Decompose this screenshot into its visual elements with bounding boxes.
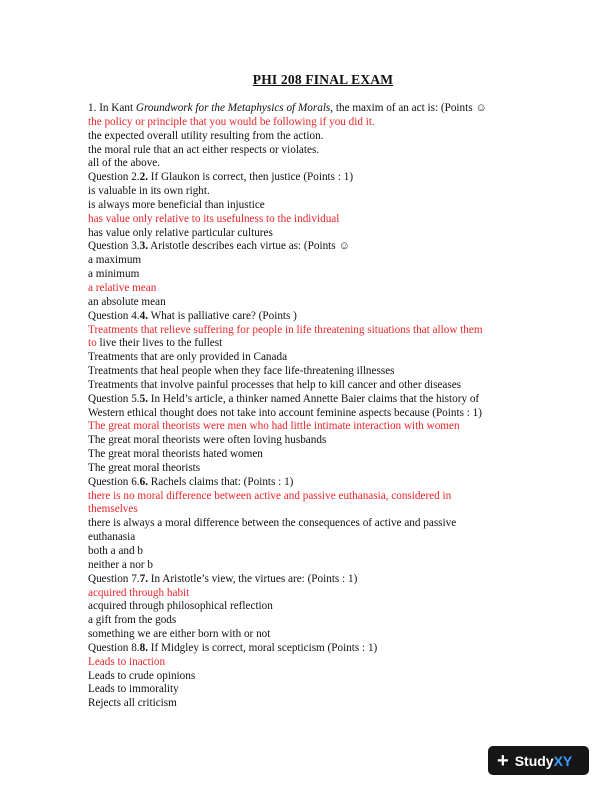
question-text: , the maxim of an act is: (Points ☺ (330, 102, 487, 114)
question-number: 7. (139, 572, 148, 585)
plus-icon: + (497, 749, 509, 772)
question-line (88, 310, 528, 324)
exam-page (88, 72, 528, 711)
page-title: PHI 208 FINAL EXAM (252, 72, 394, 87)
question-line (88, 393, 528, 407)
question-prefix: Question 5. (88, 392, 140, 405)
answer-option-correct: acquired through habit (88, 586, 190, 599)
question-line (88, 642, 528, 656)
question-number: 3. (139, 240, 148, 253)
answer-option-correct: to (88, 337, 97, 350)
question-text: What is palliative care? (Points ) (147, 309, 297, 322)
question-prefix: Question 4. (88, 309, 140, 322)
question-number: 4. (139, 309, 148, 322)
question-prefix: Question 6. (88, 475, 140, 488)
answer-option: is always more beneficial than injustice (88, 198, 265, 211)
question-book-title: Groundwork for the Metaphysics of Morals (135, 102, 331, 114)
answer-option-correct: the policy or principle that you would be following if you did it. (88, 115, 375, 128)
question-line (88, 573, 528, 587)
answer-option-correct: themselves (88, 503, 138, 516)
answer-option: an absolute mean (88, 295, 166, 308)
answer-option: The great moral theorists hated women (88, 448, 263, 461)
question-text: In Aristotle’s view, the virtues are: (Points : 1) (147, 572, 358, 585)
question-text-cont: Western ethical thought does not take into account feminine aspects because (Points : 1) (88, 406, 482, 419)
answer-option: something we are either born with or not (88, 628, 271, 641)
question-line (88, 102, 528, 116)
answer-option: the expected overall utility resulting from the action. (88, 129, 324, 142)
question-text: Aristotle describes each virtue as: (Points ☺ (147, 240, 350, 253)
answer-option: The great moral theorists were often loving husbands (88, 434, 327, 447)
answer-option: The great moral theorists (88, 461, 201, 474)
answer-option: both a and b (88, 545, 143, 557)
answer-option-correct: Leads to inaction (88, 655, 166, 668)
answer-option: neither a nor b (88, 558, 153, 571)
question-prefix: Question 3. (88, 240, 140, 253)
answer-option: Rejects all criticism (88, 697, 177, 710)
question-line (88, 240, 528, 254)
question-number: 6. (139, 475, 148, 488)
answer-option: Treatments that involve painful processes that help to kill cancer and other diseases (88, 378, 462, 391)
answer-option: has value only relative particular cultures (88, 226, 273, 239)
answer-option: Treatments that are only provided in Canada (88, 351, 288, 364)
answer-option-correct: The great moral theorists were men who had little intimate interaction with women (88, 420, 460, 433)
answer-option-cont (88, 337, 528, 351)
answer-option-correct: has value only relative to its usefulness to the individual (88, 212, 340, 225)
answer-option-correct: Treatments that relieve suffering for people in life threatening situations that allow them (88, 323, 483, 336)
answer-option: Leads to immorality (88, 683, 179, 696)
question-number: 5. (139, 392, 148, 405)
answer-option: all of the above. (88, 157, 161, 170)
answer-option-text: live their lives to the fullest (96, 337, 223, 350)
answer-option: acquired through philosophical reflection (88, 600, 273, 613)
answer-option: Treatments that heal people when they face life-threatening illnesses (88, 365, 395, 378)
question-text: Rachels claims that: (Points : 1) (147, 475, 294, 488)
answer-option: there is always a moral difference between the consequences of active and passive (88, 517, 457, 530)
question-number: 8. (139, 641, 148, 654)
logo-text-study: Study (514, 752, 554, 769)
answer-option: is valuable in its own right. (88, 185, 210, 198)
question-prefix: Question 2. (88, 171, 140, 184)
question-text: If Midgley is correct, moral scepticism (Points : 1) (147, 641, 378, 654)
question-line (88, 171, 528, 185)
studyxy-logo[interactable] (488, 746, 589, 775)
answer-option: a gift from the gods (88, 614, 177, 627)
answer-option-correct: a relative mean (88, 281, 157, 294)
answer-option: a minimum (88, 268, 140, 281)
logo-text-xy: XY (553, 752, 573, 769)
question-text: 1. In Kant (88, 102, 136, 114)
answer-option: the moral rule that an act either respects or violates. (88, 143, 320, 156)
question-prefix: Question 8. (88, 641, 140, 654)
answer-option: Leads to crude opinions (88, 669, 196, 682)
question-prefix: Question 7. (88, 572, 140, 585)
question-text: If Glaukon is correct, then justice (Points : 1) (147, 171, 354, 184)
answer-option-correct: there is no moral difference between active and passive euthanasia, considered in (88, 489, 452, 502)
question-line (88, 476, 528, 490)
answer-option: euthanasia (88, 531, 136, 544)
answer-option: a maximum (88, 254, 142, 267)
question-number: 2. (139, 171, 148, 184)
question-text: In Held’s article, a thinker named Annette Baier claims that the history of (147, 392, 480, 405)
exam-content (88, 102, 528, 711)
